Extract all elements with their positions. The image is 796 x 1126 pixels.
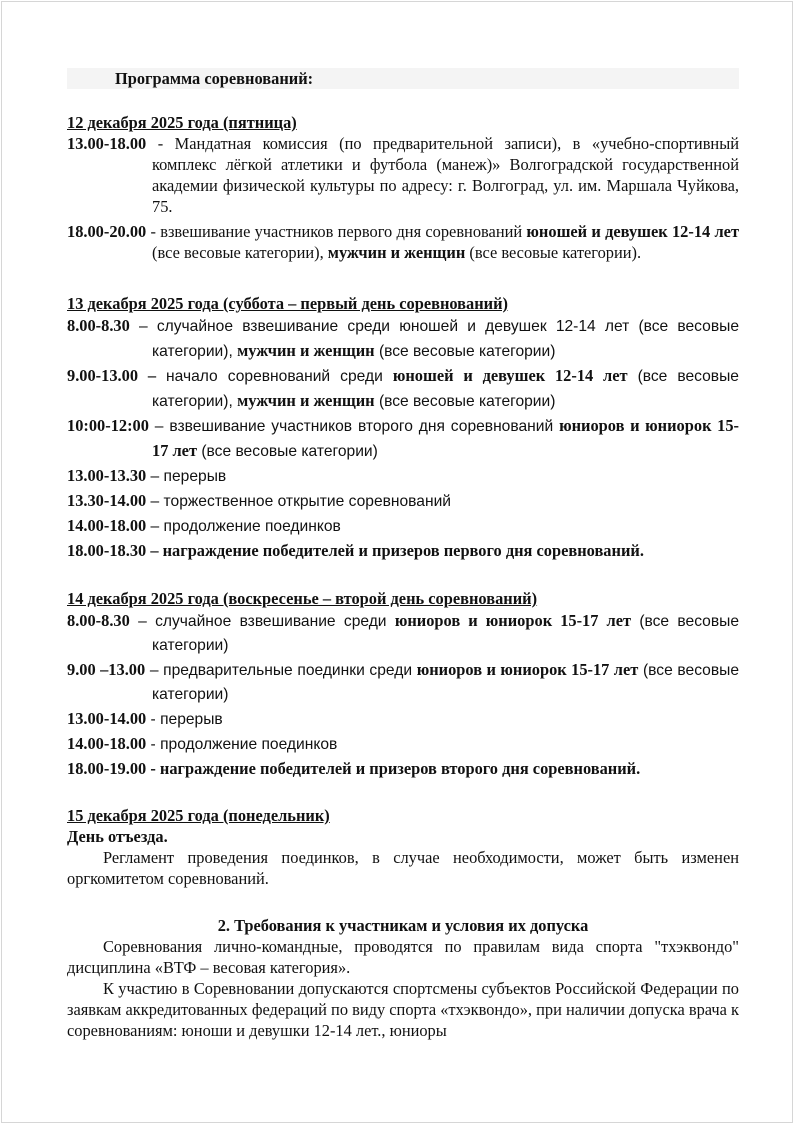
schedule-entry <box>67 707 739 732</box>
entry-text: - Мандатная комиссия (по предварительной записи), в «учебно-спортивный комплекс лёгкой атлетики и футбола (манеж)» Волгоградской государственной академии физической культуры по адресу: г. Волгоград, ул. им. Маршала Чуйкова, 75. <box>146 134 739 216</box>
entry-text: – перерыв <box>146 468 227 485</box>
schedule-entry <box>67 514 739 539</box>
day-heading-dec-12: 12 декабря 2025 года (пятница) <box>67 113 297 132</box>
entry-group: мужчин и женщин <box>237 391 375 410</box>
schedule-entry <box>67 414 739 464</box>
schedule-entry <box>67 658 739 707</box>
entry-time: 9.00-13.00 – <box>67 366 157 385</box>
entry-text: (все весовые категории), <box>152 368 739 410</box>
entry-text: - продолжение поединков <box>146 736 338 753</box>
entry-text: – торжественное открытие соревнований <box>146 493 451 510</box>
document-page <box>1 1 793 1123</box>
entry-text: - перерыв <box>146 711 223 728</box>
entry-text: (все весовые категории) <box>374 393 556 410</box>
entry-time: 8.00-8.30 <box>67 316 130 335</box>
departure-day: День отъезда. <box>67 827 168 846</box>
entry-text: (все весовые категории) <box>152 662 740 703</box>
program-title: Программа соревнований: <box>67 68 739 89</box>
awards-entry: 18.00-18.30 – награждение победителей и призеров первого дня соревнований. <box>67 541 644 560</box>
section-2-paragraph-2: К участию в Соревновании допускаются спортсмены субъектов Российской Федерации по заявкам аккредитованных федераций по виду спорта «тхэквондо», при наличии допуска врача к соревнованиям: юноши и девушки 12-14 лет., юниоры <box>67 979 739 1040</box>
entry-text: – случайное взвешивание среди юношей и девушек 12-14 лет (все весовые категории), <box>129 318 739 360</box>
entry-time: 14.00-18.00 <box>67 516 147 535</box>
entry-time: 8.00-8.30 <box>67 611 130 630</box>
schedule-entry <box>67 314 739 364</box>
schedule-entry <box>67 489 739 514</box>
regulation-note: Регламент проведения поединков, в случае необходимости, может быть изменен оргкомитетом соревнований. <box>67 848 739 888</box>
entry-group: юниоров и юниорок 15-17 лет <box>152 416 739 460</box>
entry-time: 13.00-18.00 <box>67 134 147 153</box>
entry-time: 13.30-14.00 <box>67 491 147 510</box>
schedule-entry <box>67 609 739 658</box>
entry-text: – предварительные поединки среди <box>145 662 417 679</box>
entry-text: начало соревнований среди <box>156 368 393 385</box>
awards-entry: 18.00-19.00 - награждение победителей и призеров второго дня соревнований. <box>67 759 641 778</box>
section-2-heading: 2. Требования к участникам и условия их допуска <box>217 916 589 935</box>
entry-time: 18.00-20.00 <box>67 222 147 241</box>
entry-text: – продолжение поединков <box>146 518 341 535</box>
schedule-entry <box>67 364 739 414</box>
entry-group: юношей и девушек 12-14 лет <box>392 366 628 385</box>
entry-group: мужчин и женщин <box>237 341 375 360</box>
entry-time: 9.00 –13.00 <box>67 660 146 679</box>
entry-text: (все весовые категории). <box>465 243 642 262</box>
entry-text: (все весовые категории) <box>374 343 556 360</box>
entry-text: (все весовые категории) <box>197 443 378 460</box>
entry-text: – случайное взвешивание среди <box>129 613 395 630</box>
entry-time: 14.00-18.00 <box>67 734 147 753</box>
entry-group: юношей и девушек 12-14 лет <box>526 222 739 241</box>
entry-group: юниоров и юниорок 15-17 лет <box>416 660 639 679</box>
schedule-entry <box>67 221 739 263</box>
entry-text: (все весовые категории) <box>152 613 739 654</box>
entry-text: - взвешивание участников первого дня соревнований <box>146 222 527 241</box>
day-heading-dec-15: 15 декабря 2025 года (понедельник) <box>67 806 330 825</box>
entry-time: 13.00-13.30 <box>67 466 147 485</box>
entry-text: (все весовые категории), <box>152 243 328 262</box>
entry-time: 10:00-12:00 <box>67 416 149 435</box>
entry-text: – взвешивание участников второго дня соревнований <box>148 418 560 435</box>
section-2-paragraph-1: Соревнования лично-командные, проводятся по правилам вида спорта "тхэквондо" дисциплина «ВТФ – весовая категория». <box>67 937 739 977</box>
schedule-entry <box>67 464 739 489</box>
entry-group: юниоров и юниорок 15-17 лет <box>394 611 632 630</box>
document-body <box>67 68 739 1041</box>
schedule-entry <box>67 133 739 217</box>
schedule-entry <box>67 732 739 757</box>
entry-group: мужчин и женщин <box>327 243 466 262</box>
entry-time: 13.00-14.00 <box>67 709 147 728</box>
day-heading-dec-14: 14 декабря 2025 года (воскресенье – второй день соревнований) <box>67 589 538 608</box>
day-heading-dec-13: 13 декабря 2025 года (суббота – первый день соревнований) <box>67 294 509 313</box>
